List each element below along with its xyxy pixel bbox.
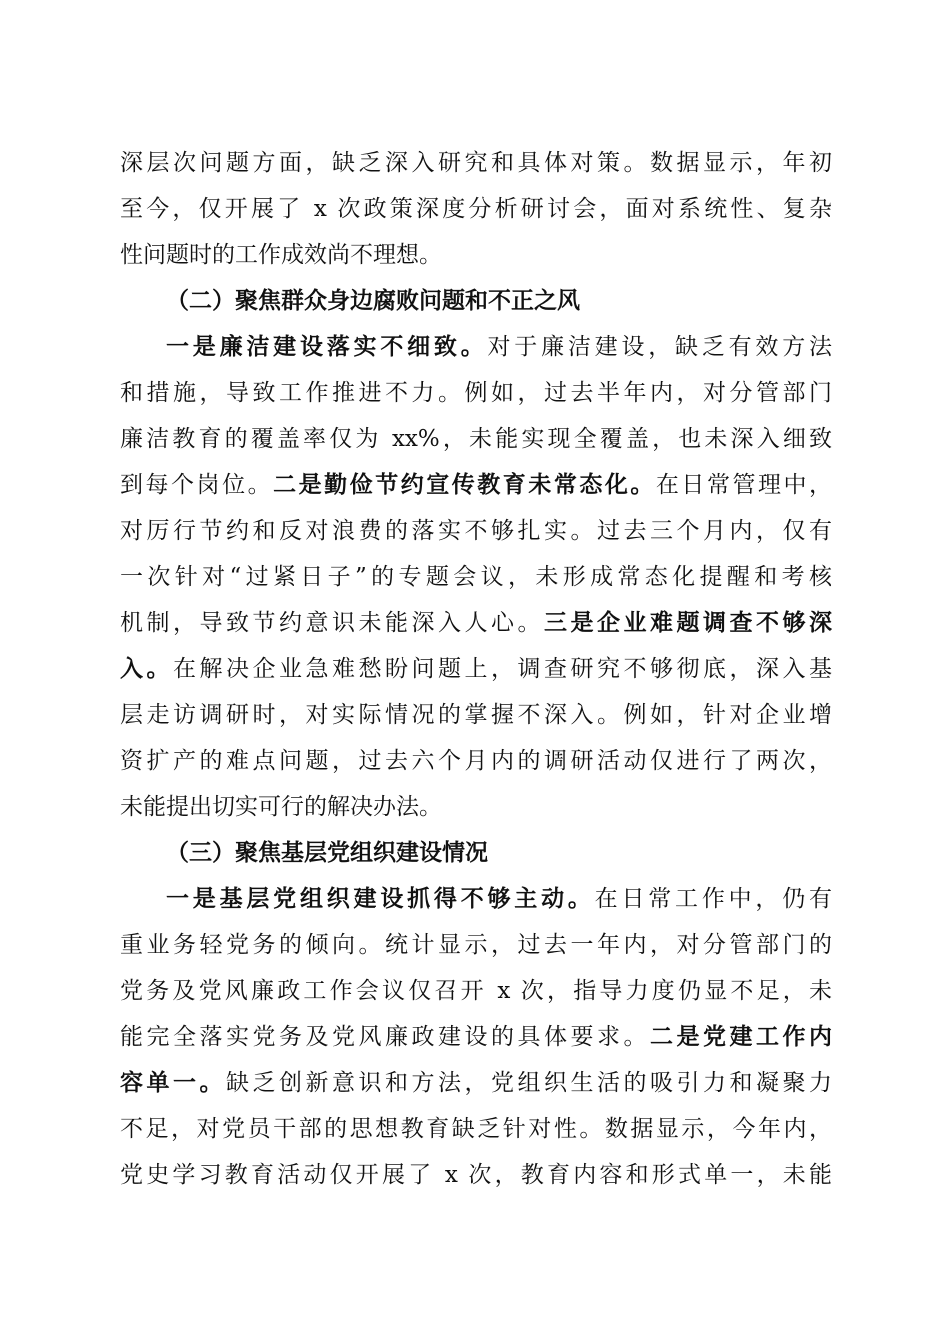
text-line [120,1060,832,1106]
text-line: 党务及党风廉政工作会议仅召开 x 次，指导力度仍显不足，未 [120,978,832,1004]
text-line: 层走访调研时，对实际情况的掌握不深入。例如，针对企业增 [120,702,832,728]
bold-point: 二是党建工作内 [650,1023,832,1050]
text-span: 在日常管理中， [655,472,833,498]
document-body [120,140,832,1198]
bold-point: 一是基层党组织建设抓得不够主动。 [166,885,595,912]
bold-point: 入。 [120,655,173,682]
text-line: 重业务轻党务的倾向。统计显示，过去一年内，对分管部门的 [120,932,832,958]
text-span: 在日常工作中，仍有 [594,886,833,912]
text-span: 缺乏创新意识和方法，党组织生活的吸引力和凝聚力 [226,1070,832,1096]
text-line: 性问题时的工作成效尚不理想。 [120,242,442,268]
bold-point: 二是勤俭节约宣传教育未常态化。 [273,471,656,498]
bold-point: 容单一。 [120,1069,226,1096]
text-line [120,876,832,922]
text-line: 一次针对“过紧日子”的专题会议，未形成常态化提醒和考核 [120,564,832,590]
text-span: 对于廉洁建设，缺乏有效方法 [487,334,833,360]
text-span: 在解决企业急难愁盼问题上，调查研究不够彻底，深入基 [173,656,832,682]
text-line [120,462,832,508]
text-span: 机制，导致节约意识未能深入人心。 [120,610,544,636]
bold-point: 三是企业难题调查不够深 [544,609,832,636]
text-line [120,324,832,370]
text-line: 深层次问题方面，缺乏深入研究和具体对策。数据显示，年初 [120,150,832,176]
text-line [120,646,832,692]
section-heading-2: （二）聚焦群众身边腐败问题和不正之风 [166,287,580,314]
text-span: 能完全落实党务及党风廉政建设的具体要求。 [120,1024,650,1050]
text-line [120,600,832,646]
text-line: 未能提出切实可行的解决办法。 [120,794,442,820]
text-line: 不足，对党员干部的思想教育缺乏针对性。数据显示，今年内， [120,1116,832,1142]
text-line: 至今，仅开展了 x 次政策深度分析研讨会，面对系统性、复杂 [120,196,832,222]
bold-point: 一是廉洁建设落实不细致。 [166,333,488,360]
text-line: 资扩产的难点问题，过去六个月内的调研活动仅进行了两次， [120,748,832,774]
text-line: 和措施，导致工作推进不力。例如，过去半年内，对分管部门 [120,380,832,406]
text-line [120,1014,832,1060]
text-line: 对厉行节约和反对浪费的落实不够扎实。过去三个月内，仅有 [120,518,832,544]
text-span: 到每个岗位。 [120,472,274,498]
section-heading-3: （三）聚焦基层党组织建设情况 [166,839,488,866]
text-line: 廉洁教育的覆盖率仅为 xx%，未能实现全覆盖，也未深入细致 [120,426,832,452]
text-line: 党史学习教育活动仅开展了 x 次，教育内容和形式单一，未能 [120,1162,832,1188]
